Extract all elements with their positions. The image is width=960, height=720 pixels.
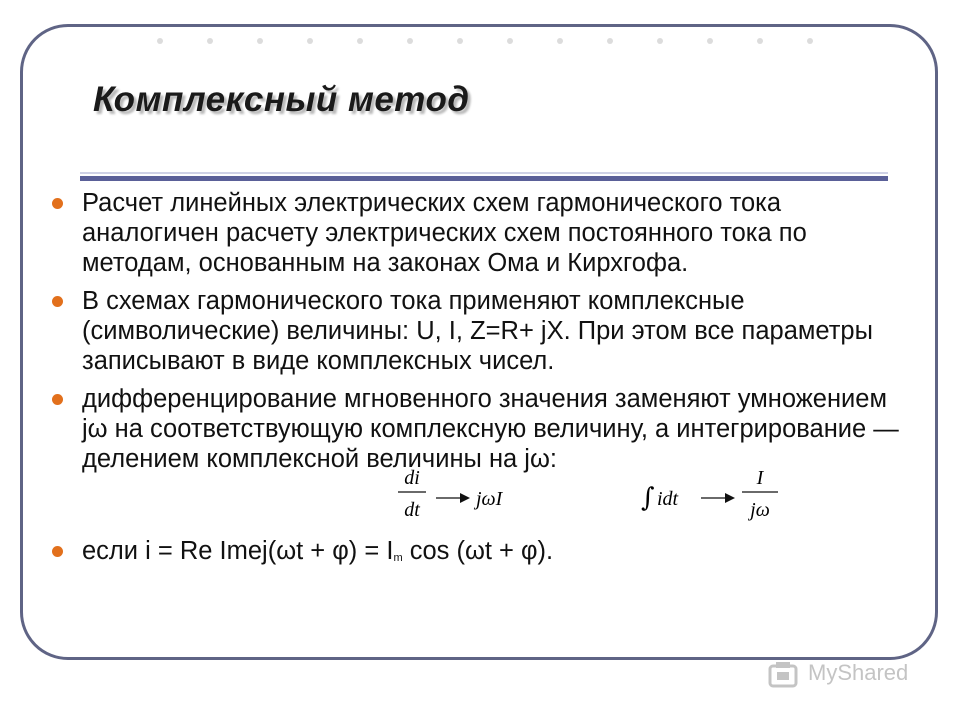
- watermark-text: MyShared: [808, 660, 909, 685]
- formula-integrand: idt: [657, 488, 679, 510]
- bullet-dot-icon: [52, 546, 63, 557]
- slide-title: Комплексный метод: [93, 80, 470, 119]
- formula-denominator: jω: [750, 499, 770, 521]
- derivative-formula: [392, 462, 532, 528]
- title-underline: [80, 176, 888, 181]
- bullet-text: Расчет линейных электрических схем гармонического тока аналогичен расчету электрических схем постоянного тока по методам, основанным на законах Ома и Кирхгофа.: [82, 189, 807, 277]
- formula-numerator: di: [404, 467, 420, 489]
- bullet-dot-icon: [52, 198, 63, 209]
- bullet-list: [52, 188, 912, 573]
- formula-row: [52, 467, 912, 536]
- bullet-item: [52, 536, 912, 573]
- bullet-dot-icon: [52, 296, 63, 307]
- integral-formula: [639, 462, 829, 528]
- title-rule-highlight: [80, 172, 888, 174]
- bullet-dot-icon: [52, 394, 63, 405]
- bullet-item: [52, 286, 912, 376]
- bullet-item: [52, 384, 912, 474]
- integral-sign-icon: ∫: [641, 483, 655, 513]
- bullet-item: [52, 188, 912, 278]
- bullet-text: В схемах гармонического тока применяют комплексные (символические) величины: U, I, Z=R+ jX. При этом все параметры записывают в виде комплексных чисел.: [82, 287, 873, 375]
- bullet-text: если i = Re Imej(ωt + φ) =: [82, 537, 387, 565]
- formula-denominator: dt: [404, 499, 420, 521]
- subscript-m: m: [393, 552, 403, 564]
- bullet-text-end: cos (ωt + φ).: [402, 537, 554, 565]
- decorative-dots: [150, 34, 850, 48]
- formula-numerator: I: [756, 467, 764, 489]
- current-amplitude: I: [386, 537, 394, 565]
- formula-result: jωI: [476, 488, 503, 510]
- bullet-text: дифференцирование мгновенного значения заменяют умножением jω на соответствующую комплексную величину, а интегрирование — делением комплексной величины на jω:: [82, 385, 899, 473]
